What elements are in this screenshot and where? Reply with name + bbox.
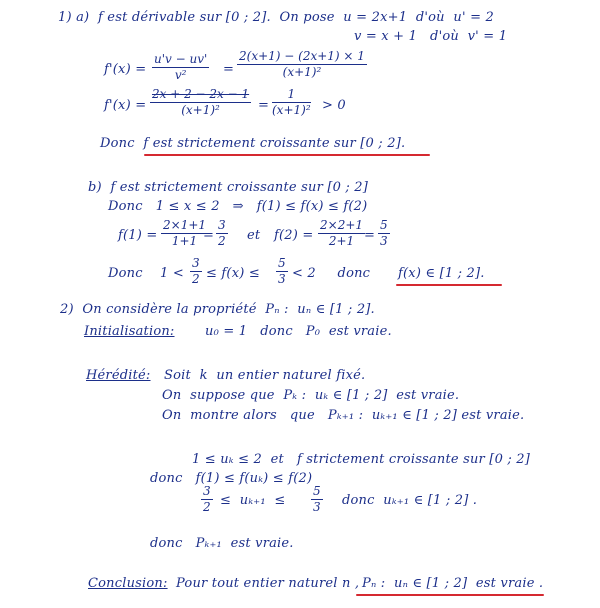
init-text: u₀ = 1 donc P₀ est vraie. <box>205 324 392 339</box>
derivative-line2-frac2 <box>272 88 311 117</box>
f2-eq: = <box>364 228 376 243</box>
hered-frac1 <box>201 485 213 514</box>
part1b-donc-b: < 2 donc <box>292 266 371 281</box>
part1b-donc-mid: ≤ f(x) ≤ <box>206 266 260 281</box>
f1-f2-et: et <box>247 228 261 243</box>
f2-frac <box>318 219 365 248</box>
frac-denominator: (x+1)² <box>181 103 220 117</box>
frac-denominator: v² <box>174 68 187 82</box>
frac-numerator: u'v − uv' <box>154 52 208 66</box>
frac-numerator: 3 <box>218 218 226 232</box>
derivative-line2-lhs: f'(x) = <box>104 98 147 113</box>
frac-numerator: 3 <box>192 256 200 270</box>
conclusion-text-a: Pour tout entier naturel n , <box>176 576 360 591</box>
part1b-donc-a: Donc 1 < <box>108 266 184 281</box>
derivative-line2-positive: > 0 <box>322 98 346 113</box>
frac-numerator: 5 <box>380 218 388 232</box>
derivative-line1-frac1 <box>152 53 209 82</box>
frac-numerator: 2×2+1 <box>320 218 364 232</box>
f1-frac <box>161 219 208 248</box>
part1b-donc-frac2 <box>276 257 288 286</box>
part1a-conclusion-underline <box>144 154 430 156</box>
hered-line7: donc Pₖ₊₁ est vraie. <box>150 536 294 551</box>
hered-line2: On suppose que Pₖ : uₖ ∈ [1 ; 2] est vraie. <box>162 388 460 403</box>
frac-numerator: 1 <box>272 88 311 103</box>
frac-numerator: 3 <box>203 484 211 498</box>
f1-value <box>216 219 228 248</box>
derivative-line1-eq: = <box>223 62 235 77</box>
part1b-line1: b) f est strictement croissante sur [0 ; 2] <box>88 180 369 195</box>
f2-lhs: f(2) = <box>274 228 314 243</box>
init-label: Initialisation: <box>84 324 175 339</box>
part1a-conclusion: Donc f est strictement croissante sur [0 ; 2]. <box>100 136 406 151</box>
part1b-result: f(x) ∈ [1 ; 2]. <box>398 266 485 281</box>
derivative-line2-eq: = <box>258 98 270 113</box>
conclusion-underline <box>356 594 544 596</box>
frac-denominator: 2 <box>203 500 211 514</box>
hered-frac2 <box>311 485 323 514</box>
part1b-result-underline <box>396 284 502 286</box>
part1b-donc-frac1 <box>190 257 202 286</box>
derivative-line1-frac2 <box>237 50 367 79</box>
frac-numerator: 2(x+1) − (2x+1) × 1 <box>239 49 365 63</box>
part1a-header: 1) a) f est dérivable sur [0 ; 2]. On pose u = 2x+1 d'où u' = 2 <box>58 10 494 25</box>
hered-line5: donc f(1) ≤ f(uₖ) ≤ f(2) <box>150 471 313 486</box>
conclusion-text-b: Pₙ : uₙ ∈ [1 ; 2] est vraie . <box>362 576 544 591</box>
frac-denominator: (x+1)² <box>272 103 311 117</box>
frac-numerator: 5 <box>313 484 321 498</box>
frac-numerator: 2×1+1 <box>163 218 207 232</box>
part1a-header-v: v = x + 1 d'où v' = 1 <box>354 29 508 44</box>
f2-value <box>378 219 390 248</box>
derivative-line2-frac1 <box>150 88 251 117</box>
frac-denominator: 2+1 <box>328 234 355 248</box>
frac-denominator: 3 <box>278 272 286 286</box>
f1-eq: = <box>203 228 215 243</box>
conclusion-label: Conclusion: <box>88 576 168 591</box>
part1b-line2: Donc 1 ≤ x ≤ 2 ⇒ f(1) ≤ f(x) ≤ f(2) <box>108 199 368 214</box>
frac-denominator: 2 <box>192 272 200 286</box>
hered-line6-end: donc uₖ₊₁ ∈ [1 ; 2] . <box>342 493 478 508</box>
frac-denominator: (x+1)² <box>282 65 322 79</box>
frac-numerator: 5 <box>278 256 286 270</box>
frac-denominator: 2 <box>218 234 226 248</box>
hered-line4: 1 ≤ uₖ ≤ 2 et f strictement croissante sur [0 ; 2] <box>192 452 531 467</box>
hered-line3: On montre alors que Pₖ₊₁ : uₖ₊₁ ∈ [1 ; 2] est vraie. <box>162 408 525 423</box>
frac-denominator: 3 <box>380 234 388 248</box>
frac-numerator: 2x + 2 − 2x − 1 <box>152 87 250 101</box>
derivative-line1-lhs: f'(x) = <box>104 62 147 77</box>
part2-line1: 2) On considère la propriété Pₙ : uₙ ∈ [1 ; 2]. <box>60 302 375 317</box>
f1-lhs: f(1) = <box>118 228 158 243</box>
hered-line1: Soit k un entier naturel fixé. <box>164 368 366 383</box>
hered-label: Hérédité: <box>86 368 151 383</box>
hered-line6-mid: ≤ uₖ₊₁ ≤ <box>220 493 286 508</box>
frac-denominator: 1+1 <box>171 234 198 248</box>
frac-denominator: 3 <box>313 500 321 514</box>
